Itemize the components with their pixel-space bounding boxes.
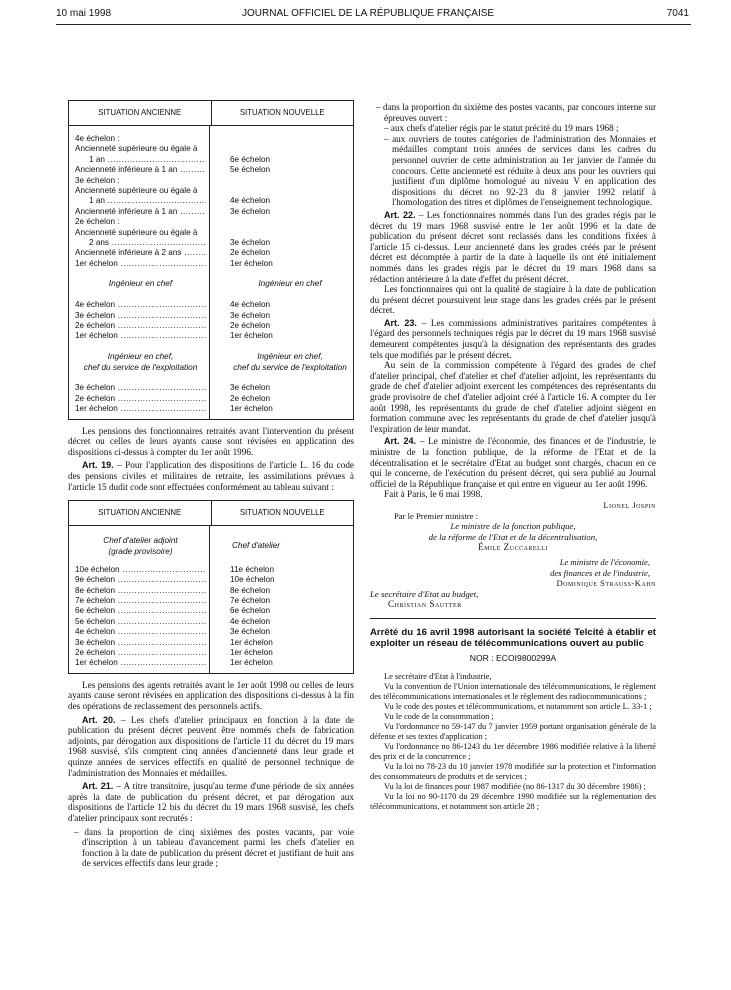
table-cell: Ancienneté supérieure ou égale à: [75, 227, 198, 237]
visa-item: Vu le code de la consommation ;: [384, 711, 494, 721]
reclassement-table-2: [68, 500, 354, 674]
table-cell: 1er échelon: [230, 258, 273, 268]
table-cell: 2e échelon: [230, 248, 271, 258]
table-cell: 6e échelon: [230, 606, 271, 616]
art20-label: Art. 20.: [82, 714, 116, 725]
table-cell: [230, 134, 350, 144]
col-old-cells: [69, 126, 210, 419]
table-cell: 4e échelon .....: [75, 300, 206, 310]
ministre-fp-1: Le ministre de la fonction publique,: [450, 521, 576, 532]
col-old-header: SITUATION ANCIENNE: [69, 501, 212, 525]
visa-item: Vu la loi de finances pour 1987 modifiée (no 86-1317 du 30 décembre 1986) ;: [384, 781, 646, 791]
table-cell: [230, 186, 350, 196]
table-cell: [230, 228, 350, 238]
table-cell: chef du service de l'exploitation: [233, 362, 347, 372]
arrete-title: Arrêté du 16 avril 1998 autorisant la société Telcité à établir et exploiter un réseau de télécommunications ouvert au public: [370, 626, 656, 649]
table-cell: 3e échelon: [230, 627, 271, 637]
table-cell: 2e échelon .....: [75, 394, 206, 404]
table-cell: 6e échelon: [230, 154, 271, 164]
table-cell: 3e échelon .....: [75, 638, 206, 648]
col-old-header: SITUATION ANCIENNE: [69, 101, 212, 125]
signature-fp: Émile Zuccarelli: [478, 542, 548, 553]
table-cell: 1er échelon .....: [75, 331, 206, 341]
ministre-eco-2: des finances et de l'industrie,: [550, 567, 650, 578]
table-cell: 11e échelon: [230, 564, 275, 574]
table-cell: 3e échelon: [230, 383, 271, 393]
article-21: [68, 781, 354, 823]
table-cell: 10e échelon: [230, 575, 275, 585]
ministre-fp-2: de la réforme de l'Etat et de la décentralisation,: [428, 531, 598, 542]
right-column: [370, 102, 656, 812]
table-cell: [230, 217, 350, 227]
art23-text: – Les commissions administratives paritaires compétentes à l'égard des personnels techniques régis par le décret du 19 mars 1968 susvisé demeurent compétentes jusqu'à la désignation des représentants des grades tels que modifiés par le présent décret.: [370, 317, 656, 360]
table-cell: 7e échelon .....: [75, 596, 206, 606]
header-date: 10 mai 1998: [56, 8, 112, 19]
art22-label: Art. 22.: [384, 209, 416, 220]
table-cell: 2e échelon .....: [75, 648, 206, 658]
header-rule: [56, 24, 691, 25]
table-cell: 1er échelon: [230, 658, 273, 668]
table-cell: [75, 290, 206, 300]
old-grade-title: Chef d'atelier adjoint: [103, 536, 178, 546]
table-cell: 1er échelon .....: [75, 404, 206, 414]
table-cell: [230, 342, 350, 352]
table-cell: 5e échelon: [230, 165, 271, 175]
table-header: [69, 101, 353, 126]
table-cell: [75, 269, 206, 279]
art24-label: Art. 24.: [384, 436, 416, 447]
art19-text: – Pour l'application des dispositions de l'article L. 16 du code des pensions civiles et militaires de retraite, les assimilations prévues à l'article 15 dudit code sont effectuées conformément au tableau suivant :: [68, 460, 354, 492]
article-22-p2: Les fonctionnaires qui ont la qualité de stagiaire à la date de publication du présent décret poursuivent leur stage dans les grades créés par le présent décret.: [370, 284, 656, 316]
table-cell: Ingénieur en chef,: [107, 352, 174, 362]
visas-list: [370, 672, 656, 812]
table-cell: 3e échelon: [230, 310, 271, 320]
table-cell: 4e échelon: [230, 196, 271, 206]
table-cell: 8e échelon .....: [75, 586, 206, 596]
table-cell: 1er échelon .....: [75, 658, 206, 668]
table-cell: 2 ans .....: [75, 238, 206, 248]
art23-label: Art. 23.: [384, 317, 417, 328]
article-23: [370, 318, 656, 360]
col-new-header: SITUATION NOUVELLE: [239, 107, 325, 117]
table-cell: 1er échelon: [230, 637, 273, 647]
table-cell: 3e échelon .....: [75, 311, 206, 321]
visa-item: Vu l'ordonnance no 86-1243 du 1er décembre 1986 modifiée relative à la liberté des prix et de la concurrence ;: [370, 741, 656, 761]
art21-label: Art. 21.: [82, 781, 114, 792]
signature-pm: Lionel Jospin: [603, 499, 656, 510]
table-cell: 1er échelon: [230, 331, 273, 341]
table-cell: 1 an .....: [75, 196, 206, 206]
table-cell: 3e échelon: [230, 206, 271, 216]
art20-text: – Les chefs d'atelier principaux en fonction à la date de publication du présent décret peuvent être nommés chefs de fabrication adjoints, par dérogation aux dispositions de l'article 11 du décret du 19 mars 1968 susvisé, s'ils comptent cinq années d'ancienneté dans leur grade et quinze années de services effectifs en qualité de personnel technique de l'administration des Monnaies et médailles.: [68, 714, 354, 778]
col-new-cells: [210, 126, 353, 419]
table-cell: 10e échelon .....: [75, 565, 206, 575]
art21-item-2b: – aux ouvriers de toutes catégories de l'administration des Monnaies et médailles comptant trois années de services dans les cadres du personnel ouvrier de cette administration au 1er janvier de l'année du concours. Cette ancienneté est réduite à deux ans pour les ouvriers qui justifient d'un diplôme homologué au niveau V en application des dispositions du décret no 92-23 du 8 janvier 1992 relatif à l'homologation des titres et diplômes de l'enseignement technologique.: [384, 133, 656, 208]
table-cell: 1er échelon: [230, 648, 273, 658]
table-cell: Ingénieur en chef: [108, 279, 173, 289]
table-cell: 2e échelon .....: [75, 321, 206, 331]
article-24: [370, 436, 656, 489]
signature-eco: Dominique Strauss-Kahn: [556, 578, 656, 589]
table-header: [69, 501, 353, 526]
visa-item: Vu l'ordonnance no 59-147 du 7 janvier 1959 portant organisation générale de la défense et ses textes d'application ;: [370, 721, 656, 741]
secretaire-budget: Le secrétaire d'Etat au budget,: [370, 588, 479, 599]
reclassement-table-1: [68, 100, 354, 420]
table-cell: Ancienneté inférieure à 2 ans .....: [75, 248, 206, 258]
table-cell: [75, 342, 206, 352]
table-cell: Ingénieur en chef,: [257, 352, 323, 362]
col-old-cells: [69, 526, 210, 673]
table-cell: 6e échelon .....: [75, 606, 206, 616]
table-cell: 4e échelon: [230, 300, 271, 310]
table-cell: Ancienneté supérieure ou égale à: [75, 185, 198, 195]
article-22: [370, 210, 656, 284]
art19-label: Art. 19.: [82, 460, 114, 471]
table-cell: [230, 176, 350, 186]
journal-title: JOURNAL OFFICIEL DE LA RÉPUBLIQUE FRANÇAISE: [242, 8, 495, 19]
table-cell: 1er échelon: [230, 404, 273, 414]
table-cell: [230, 290, 350, 300]
article-23-p2: Au sein de la commission compétente à l'égard des grades de chef d'atelier principal, chef d'atelier et chef d'atelier adjoint, les représentants du grade de chef d'atelier adjoint exercent les compétences des représentants du grade provisoire de chef d'atelier adjoint créé à l'article 16. A compter du 1er août 1998, les représentants du grade de chef d'atelier adjoint siègent en formation commune avec les représentants du grade de chef d'atelier jusqu'à l'expiration de leur mandat.: [370, 360, 656, 434]
table-cell: 4e échelon: [230, 616, 271, 626]
left-column: [68, 100, 354, 869]
table-cell: 2e échelon: [230, 321, 271, 331]
table-cell: 2e échelon: [230, 393, 271, 403]
old-grade-subtitle: (grade provisoire): [108, 546, 173, 556]
table-cell: [230, 144, 350, 154]
article-19: [68, 460, 354, 492]
table-cell: 9e échelon .....: [75, 575, 206, 585]
table-cell: Ancienneté inférieure à 1 an .....: [75, 207, 206, 217]
new-grade-title: Chef d'atelier: [232, 541, 280, 551]
visa-item: Le secrétaire d'Etat à l'industrie,: [384, 671, 492, 681]
ministre-eco-1: Le ministre de l'économie,: [559, 556, 650, 567]
art21-text: – A titre transitoire, jusqu'au terme d'une période de six années après la date de publication du présent décret, et par dérogation aux dispositions de l'article 12 bis du décret du 19 mars 1968 susvisé, les chefs d'atelier principaux sont recrutés :: [68, 781, 354, 823]
table-cell: [230, 269, 350, 279]
nor-reference: NOR : ECOI9800299A: [469, 652, 557, 663]
table-cell: 4e échelon :: [75, 134, 120, 143]
art22-text: – Les fonctionnaires nommés dans l'un des grades régis par le décret du 19 mars 1968 susvisé entre le 1er août 1996 et la date de publication du présent décret sont reclassés dans les conditions fixées à l'article 15 ci-dessus. Leur ancienneté dans les grades créés par le présent décret est décomptée à partir de la date à laquelle ils ont été initialement nommés dans les grades régis par le décret du 19 mars 1968 dans sa rédaction antérieure à la date d'effet du présent décret.: [370, 209, 656, 284]
visa-item: Vu la loi no 78-23 du 10 janvier 1978 modifiée sur la protection et l'information des consommateurs de produits et de services ;: [370, 761, 656, 781]
article-20: [68, 715, 354, 779]
art21-item-2a: – aux chefs d'atelier régis par le statut précité du 19 mars 1968 ;: [384, 123, 619, 134]
table-cell: 8e échelon: [230, 585, 271, 595]
page-number: 7041: [666, 8, 689, 19]
table-cell: 1er échelon .....: [75, 259, 206, 269]
table-cell: Ancienneté inférieure à 1 an .....: [75, 165, 206, 175]
table-cell: [230, 373, 350, 383]
para-pensions-2: Les pensions des agents retraités avant le 1er août 1998 ou celles de leurs ayants cause seront révisées en application des dispositions ci-dessus à la fin des opérations de reclassement des personnels actifs.: [68, 679, 354, 712]
visa-item: Vu le code des postes et télécommunications, et notamment son article L. 33-1 ;: [384, 701, 652, 711]
visa-item: Vu la convention de l'Union internationale des télécommunications, le règlement des télécommunications internationales et le règlement des radiocommunications ;: [370, 681, 656, 701]
visa-item: Vu la loi no 90-1170 du 29 décembre 1990 modifiée sur la réglementation des télécommunications, et notamment son article 28 ;: [370, 791, 656, 811]
art21-item-2: – dans la proportion du sixième des postes vacants, par concours interne sur épreuves ouvert :: [376, 102, 656, 123]
page-header: [56, 8, 689, 28]
para-pensions-1: Les pensions des fonctionnaires retraités avant l'intervention du présent décret ou celles de leurs ayants cause sont révisées en application des dispositions ci-dessus à compter du 1er août 1996.: [68, 425, 354, 457]
art21-item-1: – dans la proportion de cinq sixièmes des postes vacants, par voie d'inscription à un tableau d'avancement parmi les chefs d'atelier en fonction à la date de publication du présent décret et justifiant de huit ans de services effectifs dans leur grade ;: [74, 826, 354, 869]
fait-a-paris: Fait à Paris, le 6 mai 1998.: [384, 489, 483, 500]
table-cell: 1 an .....: [75, 155, 206, 165]
table-cell: [75, 373, 206, 383]
section-rule: [370, 618, 656, 619]
table-cell: 4e échelon .....: [75, 627, 206, 637]
col-new-header: SITUATION NOUVELLE: [239, 507, 325, 517]
par-premier-ministre: Par le Premier ministre :: [394, 510, 479, 521]
table-cell: 7e échelon: [230, 596, 271, 606]
table-cell: 3e échelon .....: [75, 383, 206, 393]
table-cell: Ingénieur en chef: [258, 279, 322, 289]
table-cell: chef du service de l'exploitation: [83, 362, 198, 372]
table-cell: 5e échelon .....: [75, 617, 206, 627]
art24-text: – Le ministre de l'économie, des finances et de l'industrie, le ministre de la fonction publique, de la réforme de l'Etat et de la décentralisation et le secrétaire d'Etat au budget sont chargés, chacun en ce qui le concerne, de l'exécution du présent décret, qui sera publié au Journal officiel de la République française et qui entre en vigueur au 1er août 1996.: [370, 436, 656, 489]
table-cell: Ancienneté supérieure ou égale à: [75, 144, 198, 154]
table-cell: 2e échelon :: [75, 217, 120, 227]
col-new-cells: [210, 526, 353, 673]
table-cell: 3e échelon :: [75, 175, 120, 185]
signature-budget: Christian Sautter: [388, 599, 462, 610]
table-cell: 3e échelon: [230, 237, 271, 247]
